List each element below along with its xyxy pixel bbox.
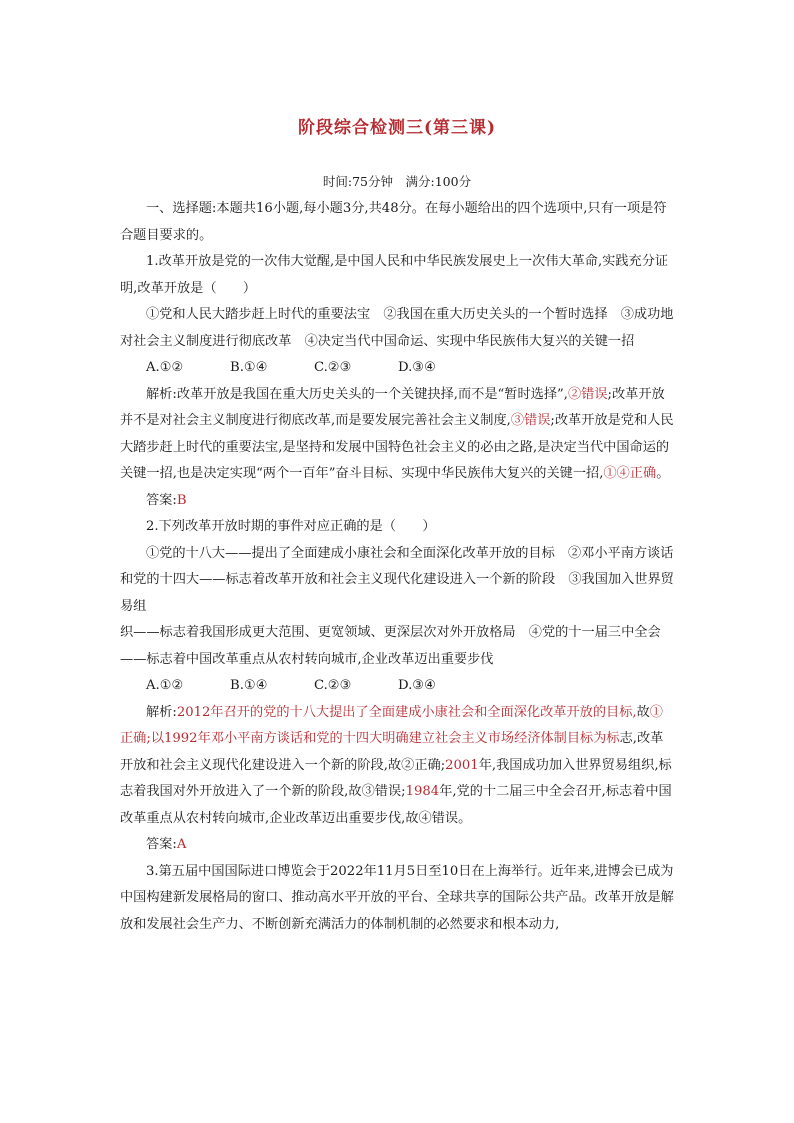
question-2-statements-part1: ①党的十八大——提出了全面建成小康社会和全面深化改革开放的目标 ②邓小平南方谈话和党的十四大——标志着改革开放和社会主义现代化建设进入一个新的阶段 ③我国加入世界贸易组: [120, 545, 674, 614]
analysis-run: ②错误: [567, 386, 608, 402]
option-d: D.③④: [398, 360, 436, 375]
answer-value: B: [176, 492, 187, 508]
analysis-run: ①正确;以1992年邓小平南方谈话和党的十四大明确建立社会主义市场经济体制目标为标: [120, 704, 663, 746]
answer-value: A: [176, 837, 187, 852]
option-b: B.①④: [230, 360, 268, 375]
question-1-analysis: [120, 382, 675, 488]
analysis-run: ①④正确: [603, 466, 657, 481]
question-2-options: [120, 673, 675, 700]
analysis-run: 故: [636, 704, 650, 720]
question-2-analysis: [120, 700, 675, 833]
document-body: [120, 196, 675, 938]
question-1-statements: ①党和人民大踏步赶上时代的重要法宝 ②我国在重大历史关头的一个暂时选择 ③成功地对社会主义制度进行彻底改革 ④决定当代中国命运、实现中华民族伟大复兴的关键一招: [120, 307, 674, 349]
section-heading: 一、选择题:本题共16小题,每小题3分,共48分。在每小题给出的四个选项中,只有一项是符合题目要求的。: [120, 201, 667, 243]
analysis-run: 。: [656, 466, 670, 481]
question-2-statements-part2: 织——标志着我国形成更大范围、更宽领域、更深层次对外开放格局 ④党的十一届三中全会——标志着中国改革重点从农村转向城市,企业改革迈出重要步伐: [120, 625, 661, 667]
option-a: A.①②: [146, 360, 184, 375]
analysis-run: 2001: [445, 757, 479, 773]
page-title: 阶段综合检测三(第三课): [297, 118, 497, 138]
analysis-run: ③错误: [510, 413, 551, 428]
answer-label: 答案:: [146, 492, 177, 508]
option-c: C.②③: [314, 678, 352, 693]
analysis-run: 志,改革开放和社会主义现代化建设进入一个新的阶段,故②正确;: [120, 731, 664, 773]
analysis-run: 1984: [405, 784, 440, 799]
question-2-answer: [120, 832, 675, 859]
analysis-run: 年,我国成功加入世界贸易组织,标志着我国对外开放进入了一个新的阶段,故③错误;: [120, 757, 672, 799]
question-3-stem: 3.第五届中国国际进口博览会于2022年11月5日至10日在上海举行。近年来,进博会已成为中国构建新发展格局的窗口、推动高水平开放的平台、全球共享的国际公共产品。改革开放是解放和发展社会生产力、不断创新充满活力的体制机制的必然要求和根本动力,: [120, 863, 674, 932]
option-d: D.③④: [398, 678, 436, 693]
option-a: A.①②: [146, 678, 184, 693]
answer-label: 答案:: [146, 837, 177, 852]
analysis-label: 解析:: [146, 386, 177, 402]
analysis-run: 年,党的十二届三中全会召开,标志着中国改革重点从农村转向城市,企业改革迈出重要步伐,故④错误。: [120, 784, 672, 826]
analysis-run: 2012年召开的党的十八大提出了全面建成小康社会和全面深化改革开放的目标,: [176, 704, 637, 720]
analysis-text: [120, 705, 672, 826]
analysis-run: ;改革开放并不是对社会主义制度进行彻底改革,而是要发展完善社会主义制度,: [120, 386, 665, 428]
analysis-label: 解析:: [146, 704, 177, 720]
question-1-stem: 1.改革开放是党的一次伟大觉醒,是中国人民和中华民族发展史上一次伟大革命,实践充分证明,改革开放是（ ）: [120, 254, 669, 296]
option-b: B.①④: [230, 678, 268, 693]
option-c: C.②③: [314, 360, 352, 375]
question-1-answer: [120, 488, 675, 515]
question-1-options: [120, 355, 675, 382]
analysis-run: ;改革开放是党和人民大踏步赶上时代的重要法宝,是坚持和发展中国特色社会主义的必由之路,是决定当代中国命运的关键一招,也是决定实现“两个一百年”奋斗目标、实现中华民族伟大复兴的关键一招,: [120, 413, 674, 481]
analysis-text: [120, 387, 674, 482]
analysis-run: 改革开放是我国在重大历史关头的一个关键抉择,而不是“暂时选择”,: [176, 386, 568, 402]
question-2-stem: 2.下列改革开放时期的事件对应正确的是（ ）: [146, 519, 436, 534]
exam-time-score: 时间:75分钟 满分:100分: [322, 174, 472, 189]
